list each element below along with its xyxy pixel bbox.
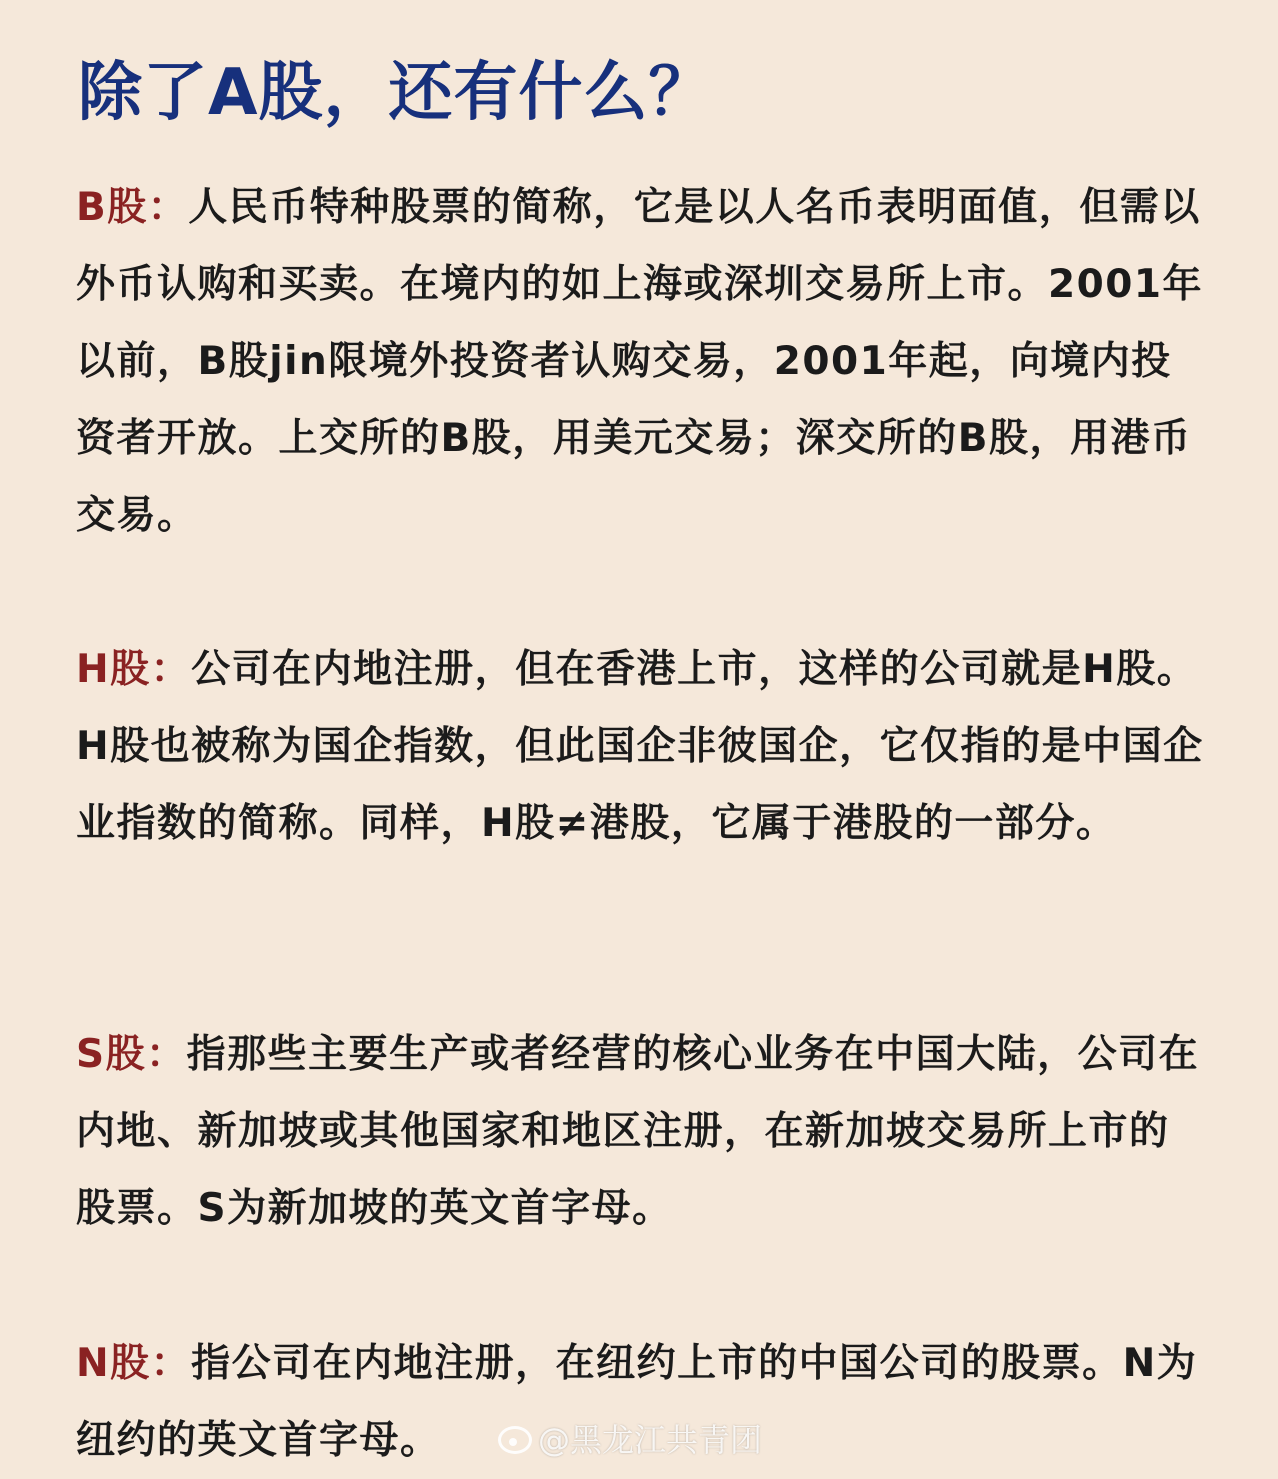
section-text: 人民币特种股票的简称，它是以人名币表明面值，但需以外币认购和买卖。在境内的如上海或深圳交易所上市。2001年以前，B股jin限境外投资者认购交易，2001年起，向境内投资者开放。上交所的B股，用美元交易；深交所的B股，用港币交易。	[76, 185, 1204, 538]
section-text: 公司在内地注册，但在香港上市，这样的公司就是H股。H股也被称为国企指数，但此国企非彼国企，它仅指的是中国企业指数的简称。同样，H股≠港股，它属于港股的一部分。	[76, 647, 1204, 846]
section-label: B股：	[76, 185, 189, 230]
section-text: 指公司在内地注册，在纽约上市的中国公司的股票。N为纽约的英文首字母。	[76, 1341, 1198, 1463]
section-s-shares	[76, 1016, 1206, 1247]
section-h-shares	[76, 631, 1206, 862]
section-label: N股：	[76, 1341, 192, 1386]
section-b-shares	[76, 169, 1206, 554]
section-label: S股：	[76, 1032, 187, 1077]
page-title: 除了A股，还有什么？	[78, 56, 714, 130]
section-label: H股：	[76, 647, 192, 692]
weibo-icon	[498, 1426, 532, 1454]
section-text: 指那些主要生产或者经营的核心业务在中国大陆，公司在内地、新加坡或其他国家和地区注册，在新加坡交易所上市的股票。S为新加坡的英文首字母。	[76, 1032, 1200, 1231]
watermark-text: @黑龙江共青团	[538, 1421, 763, 1459]
watermark	[498, 1416, 762, 1464]
